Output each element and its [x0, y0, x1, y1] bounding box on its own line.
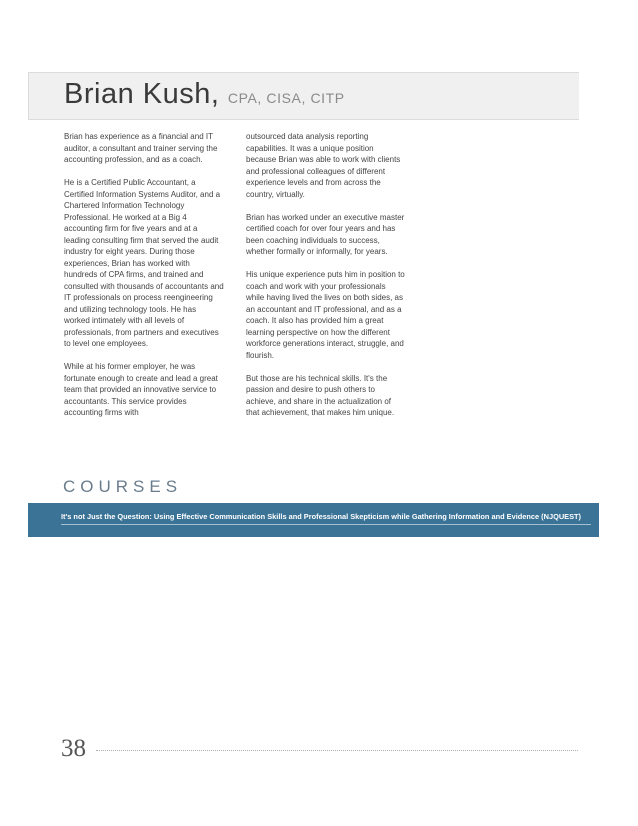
courses-heading: COURSES [63, 477, 183, 496]
speaker-credentials: CPA, CISA, CITP [227, 90, 345, 106]
bio-paragraph: While at his former employer, he was fortunate enough to create and lead a great team that provided an innovative service to accountants. This service provides accounting firms with [64, 362, 218, 417]
footer-divider [96, 750, 578, 751]
bio-paragraph: But those are his technical skills. It's the passion and desire to push others to achieve, and share in the actualization of that achievement, that makes him unique. [246, 373, 395, 417]
speaker-heading [64, 78, 345, 111]
bio-paragraph: Brian has worked under an executive master certified coach for over four years and has been coaching individuals to success, whether formally or informally, for years. [246, 212, 405, 256]
speaker-name: Brian Kush, [64, 78, 220, 110]
course-divider [61, 524, 591, 525]
bio-paragraph: Brian has experience as a financial and IT auditor, a consultant and trainer serving the accounting profession, and as a coach. [64, 132, 218, 164]
bio-paragraph: His unique experience puts him in position to coach and work with your professionals while having lived the lives on both sides, as an accountant and IT professional, and as a coach. It also has provided him a great learning perspective on how the different workforce generations interact, struggle, and flourish. [246, 270, 405, 360]
courses-list [28, 503, 599, 537]
bio-paragraph: He is a Certified Public Accountant, a Certified Information Systems Auditor, and a Chartered Information Technology Professional. He worked at a Big 4 accounting firm for five years and at a leading consulting firm that served the audit industry for eight years. During those experiences, Brian has worked with hundreds of CPA firms, and trained and consulted with thousands of accountants and IT professionals on process reengineering and utilizing technology tools. He has worked intimately with all levels of professionals, from partners and executives to level one employees. [64, 178, 224, 348]
course-item-njquest[interactable]: It's not Just the Question: Using Effective Communication Skills and Professional Skepticism while Gathering Information and Evidence (NJQUEST) [61, 512, 582, 521]
bio-paragraph: outsourced data analysis reporting capabilities. It was a unique position because Brian was able to work with clients and professional colleagues of different experience levels and from across the country, virtually. [246, 132, 401, 199]
bio-column-left [64, 131, 224, 430]
bio-column-right [246, 131, 406, 430]
page-number: 38 [61, 735, 86, 762]
